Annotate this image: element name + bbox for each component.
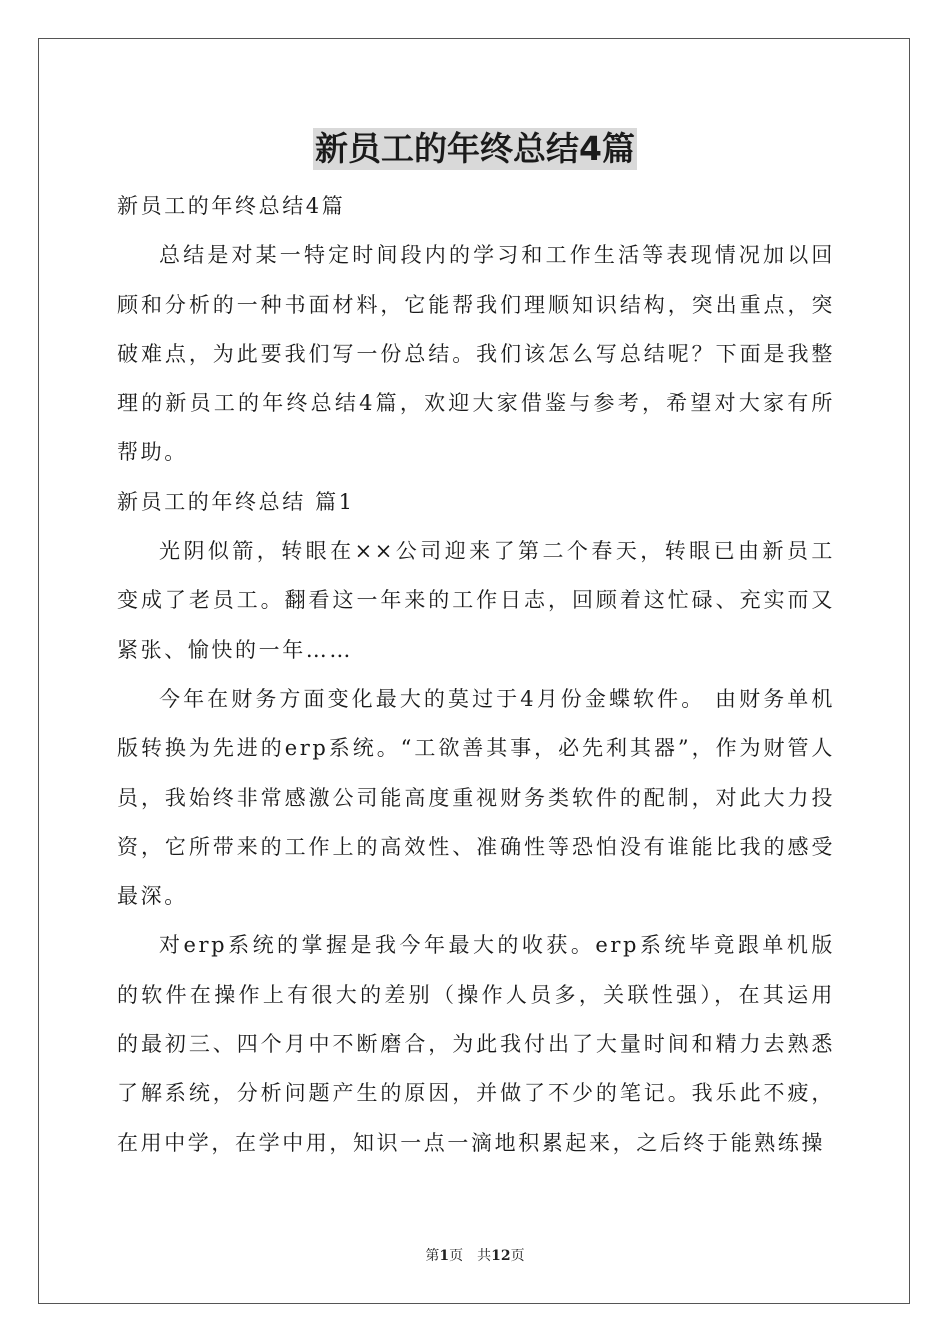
document-subtitle: 新员工的年终总结4篇 — [117, 194, 346, 218]
section-paragraph-1: 光阴似箭，转眼在××公司迎来了第二个春天，转眼已由新员工变成了老员工。翻看这一年来的工作日志，回顾着这忙碌、充实而又紧张、愉快的一年…… — [117, 539, 835, 662]
page-prefix: 第 — [425, 1248, 440, 1264]
section-paragraph-3: 对erp系统的掌握是我今年最大的收获。erp系统毕竟跟单机版的软件在操作上有很大的差别（操作人员多，关联性强），在其运用的最初三、四个月中不断磨合，为此我付出了大量时间和精力去熟悉了解系统，分析问题产生的原因，并做了不少的笔记。我乐此不疲，在用中学，在学中用，知识一点一滴地积累起来，之后终于能熟练操 — [117, 933, 835, 1155]
document-title: 新员工的年终总结4篇 — [315, 129, 635, 168]
current-page-number: 1 — [439, 1248, 450, 1264]
page-suffix: 页 — [510, 1248, 525, 1264]
page-footer — [0, 1247, 950, 1265]
section-paragraph-2: 今年在财务方面变化最大的莫过于4月份金蝶软件。 由财务单机版转换为先进的erp系统。“工欲善其事，必先利其器”，作为财管人员，我始终非常感激公司能高度重视财务类软件的配制，对此大力投资，它所带来的工作上的高效性、准确性等恐怕没有谁能比我的感受最深。 — [117, 686, 835, 909]
page-mid: 页 共 — [449, 1248, 492, 1264]
total-page-number: 12 — [491, 1248, 511, 1264]
intro-paragraph: 总结是对某一特定时间段内的学习和工作生活等表现情况加以回顾和分析的一种书面材料，它能帮我们理顺知识结构，突出重点，突破难点，为此要我们写一份总结。我们该怎么写总结呢？下面是我整理的新员工的年终总结4篇，欢迎大家借鉴与参考，希望对大家有所帮助。 — [117, 243, 835, 465]
title-container — [0, 128, 950, 170]
document-body — [117, 182, 835, 1168]
section-heading: 新员工的年终总结 篇1 — [117, 489, 355, 514]
